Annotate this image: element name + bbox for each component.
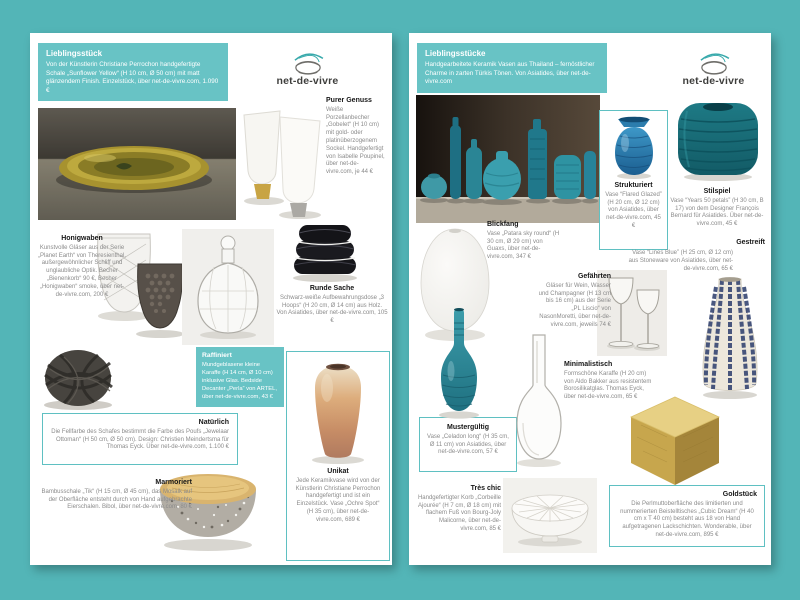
blickfang-body: Vase „Patara sky round“ (H 30 cm, Ø 29 cm) von Guaxs, über net-de-vivre.com, 347 € [487,230,560,261]
sunflower-bowl-photo [38,108,236,220]
raffiniert-panel [196,347,284,407]
bakker-carafe-image [511,331,567,471]
strukturiert-body: Vase “Flared Glazed” (H 20 cm, Ø 12 cm) von Asiatides, über net-de-vivre.com, 45 € [605,191,662,229]
pot-sketch-icon [692,49,736,77]
gestreift-body-text: Vase “Lines Blue” (H 25 cm, Ø 12 cm) aus Stoneware von Asiatides, über net-de-vivre.com, 65 € [628,250,733,272]
unikat-body: Jede Keramikvase wird von der Künstlerin Christiane Perrochon handgefertigt und ist ein Einzelstück. Vase „Ochre Spot“ (H 35 cm), über net-de-vivre.com, 689 € [295,477,381,523]
mustergueltig-frame [419,417,517,472]
gestreift-title-text: Gestreift [736,239,765,246]
natuerlich-body: Die Fellfarbe des Schafes bestimmt die Farbe des Poufs „Jewelaar Ottoman“ (H 50 cm, Ø 50 cm). Design: Christien Meindertsma für Thomas Eyck. Über net-de-vivre.com, 1.100 € [51,428,229,451]
minimalistisch-title: Minimalistisch [564,361,613,368]
gestreift-title [635,239,765,249]
mustergueltig-title: Mustergültig [447,424,489,431]
perla-decanter-image [182,229,274,345]
purer-genuss-title: Purer Genuss [326,97,372,104]
unikat-frame [286,351,390,561]
blickfang-title: Blickfang [487,221,519,228]
wool-pouf-image [36,349,124,411]
purer-genuss-text [326,97,386,177]
pot-sketch-icon [286,49,330,77]
turquoise-vases-photo [416,95,600,223]
hoops-boxes-image [282,221,368,283]
flared-glazed-vase-image [608,115,660,181]
brand-logo-text: net-de-vivre [682,75,745,87]
left-page [30,33,392,565]
tres-chic-body: Handgefertigter Korb „Corbeille Ajourée“ (H 7 cm, Ø 18 cm) mit flachem Fuß von Bourg-Joly Malicorne, über net-de-vivre.com, 85 € [417,494,501,532]
brand-logo-text: net-de-vivre [276,75,339,87]
stilspiel-title: Stilspiel [703,188,731,195]
ajouree-basket-image [503,478,597,553]
years50-vase-image [673,97,763,183]
runde-sache-title: Runde Sache [309,285,355,292]
marmoriert-text [36,479,192,512]
stilspiel-body: Vase “Years 50 petals” (H 30 cm, B 17) von dem Designer François Bernard für Asiatides. Über net-de-vivre.com, 45 € [670,197,764,228]
stilspiel-text [669,188,765,229]
goldstueck-title: Goldstück [722,491,757,498]
goldstueck-frame [609,485,765,547]
tres-chic-title: Très chic [470,485,501,492]
unikat-title: Unikat [327,468,349,475]
mustergueltig-body: Vase „Celadon long“ (H 35 cm, Ø 11 cm) von Asiatides, über net-de-vivre.com, 57 € [427,433,509,456]
honigwaben-title: Honigwaben [61,235,103,242]
gobelet-cups-image [238,99,324,225]
honigwaben-body: Kunstvolle Gläser aus der Serie „Planet Earth“ von Theresienthal, außergewöhnlicher Schliff und unglaubliche Optik. Becher „Bienenkorb“ 90 €, Becher „Honigwaben“ smoke, über net-de-vivre.com, 200 € [38,244,126,298]
strukturiert-frame [599,110,668,250]
tres-chic-text [413,485,501,534]
raffiniert-title: Raffiniert [202,352,232,359]
gefaehrten-title: Gefährten [577,273,611,280]
celadon-long-vase-image [429,305,489,421]
lines-blue-vase-image [695,273,765,401]
left-feature-panel [38,43,228,101]
natuerlich-title: Natürlich [198,419,229,426]
blickfang-text [487,221,561,262]
left-feature-title: Lieblingsstück [46,49,103,58]
marmoriert-body: Bambusschale „Tik“ (H 15 cm, Ø 45 cm), das Mosaik auf der Oberfläche entsteht durch von Hand aufgebrachte Eierschalen. Bibol, über net-de-vivre.com, 80 € [41,488,192,511]
goldstueck-body: Die Perlmuttoberfläche des limitierten und nummerierten Beistelltisches „Cubic Dream“ (H 40 cm x T 40 cm) besteht aus 18 von Hand aufgetragenen Lackschichten. Wonderable, über net-de-vivre.com, 895 € [620,500,754,538]
ochre-spot-vase-image [301,358,375,466]
brand-logo [255,49,360,87]
minimalistisch-body: Formschöne Karaffe (H 20 cm) von Aldo Bakker aus resistentem Borosilikatglas. Thomas Eyck, über net-de-vivre.com, 65 € [564,370,652,401]
right-page [409,33,771,565]
marmoriert-title: Marmoriert [155,479,192,486]
left-feature-body: Von der Künstlerin Christiane Perrochon handgefertigte Schale „Sunflower Yellow“ (H 10 cm, Ø 50 cm) mit matt glänzendem Finish. Einzelstück, über net-de-vivre.com, 1.090 € [46,61,219,94]
right-feature-body: Handgearbeitete Keramik Vasen aus Thailand – fernöstlicher Charme in zarten Türkis Tönen. Von Asiatides, über net-de-vivre.com [425,61,595,85]
raffiniert-body: Mundgeblasene kleine Karaffe (H 14 cm, Ø 10 cm) inklusive Glas. Bedside Decanter „Perla“ von ARTEL, über net-de-vivre.com, 43 € [202,362,277,400]
gefaehrten-body: Gläser für Wein, Wasser und Champagner (H 13 cm bis 16 cm) aus der Serie „PL Liscio“ von NasonMoretti, über net-de-vivre.com, jeweils 74 € [538,282,611,328]
right-feature-title: Lieblingsstücke [425,49,486,58]
strukturiert-title: Strukturiert [614,182,653,189]
purer-genuss-body: Weiße Porzellanbecher „Gobelet“ (H 10 cm) mit gold- oder platinüberzogenem Sockel. Handgefertigt von Isabelle Poupinel, über net-de-vivre.com, je 44 € [326,106,385,176]
gefaehrten-text [537,273,611,330]
gestreift-body [621,250,733,273]
runde-sache-body: Schwarz-weiße Aufbewahrungsdose „3 Hoops“ (H 20 cm, Ø 14 cm) aus Holz. Von Asiatides, über net-de-vivre.com, 105 € [276,294,388,325]
runde-sache-text [276,285,388,326]
brand-logo [661,49,766,87]
right-feature-panel [417,43,607,93]
cubic-dream-table-image [627,393,723,489]
honigwaben-text [38,235,126,299]
